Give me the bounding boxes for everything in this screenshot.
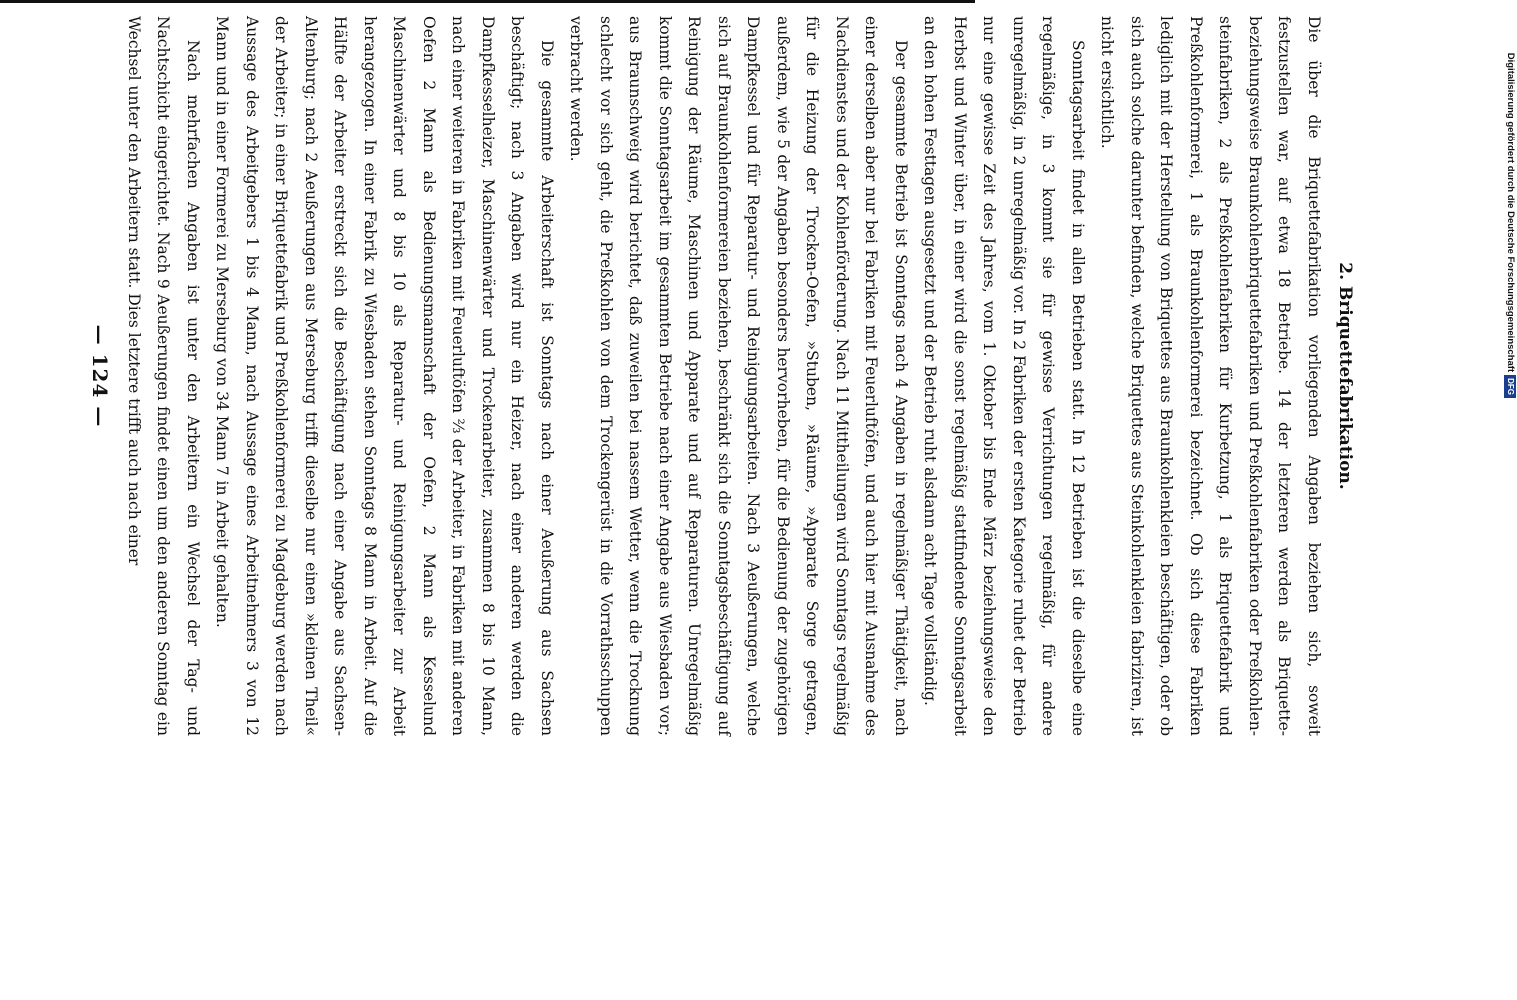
digitization-watermark [1503,8,1517,398]
page-number: — 124 — [88,324,112,428]
body-text [125,16,1360,736]
page-content [30,16,1360,736]
paragraph-4: Die gesammte Arbeiterschaft ist Sonntags nach einer Aeußerung aus Sachsen beschäftigt; nach 3 Angaben wird nur ein Heizer, nach einer anderen werden die Dampfkesselheizer, Maschinenwärter und Trockenarbeiter, zusammen 8 bis 10 Mann, nach einer weiteren in Fabriken mit Feuerluftöfen ⅔ der Arbeiter, in Fabriken mit anderen Oefen 2 Mann als Bedienungsmannschaft der Oefen, 2 Mann als Kesselund Maschinenwärter und 8 bis 10 als Reparatur- und Reinigungsarbeiter zur Arbeit herangezogen. In einer Fabrik zu Wiesbaden stehen Sonntags 8 Mann in Arbeit. Auf die Hälfte der Arbeiter erstreckt sich die Beschäftigung nach einer Angabe aus Sachsen-Altenburg; nach 2 Aeußerungen aus Merseburg trifft dieselbe nur einen »kleinen Theil« der Arbeiter; in einer Briquettefabrik und Preßkohlenformerei zu Magdeburg werden nach Aussage des Arbeitgebers 1 bis 4 Mann, nach Aussage eines Arbeitnehmers 3 von 12 Mann und in einer Formerei zu Merseburg von 34 Mann 7 in Arbeit gehalten. [213,16,556,736]
dfg-logo: DFG [1504,375,1516,398]
paragraph-1: Die über die Briquettefabrikation vorliegenden Angaben beziehen sich, soweit festzustellen war, auf etwa 18 Betriebe. 14 der letzteren werden als Briquette- beziehungsweise Braunkohlenbriquettefabriken und Preßkohlenfabriken oder Preßkohlen- steinfabriken, 2 als Preßkohlenfabriken für Kurbetzung, 1 als Briquettefabrik und Preßkohlenformerei, 1 als Braunkohlenformerei bezeichnet. Ob sich diese Fabriken lediglich mit der Herstellung von Briquettes aus Braunkohlenkleien beschäftigen, oder ob sich auch solche darunter befinden, welche Briquettes aus Steinkohlenkleien fabriziren, ist nicht ersichtlich. [1098,16,1323,736]
page-inner [30,16,1360,736]
watermark-text-row [1503,8,1517,398]
section-heading: 2. Briquettefabrikation. [1335,262,1355,490]
paragraph-5: Nach mehrfachen Angaben ist unter den Arbeitern ein Wechsel der Tag- und Nachtschicht eingerichtet. Nach 9 Aeußerungen findet einen um den anderen Sonntag ein Wechsel unter den Arbeitern statt. Dies letztere trifft auch nach einer [125,16,202,736]
paragraph-2: Sonntagsarbeit findet in allen Betrieben statt. In 12 Betrieben ist die dieselbe eine regelmäßige, in 3 kommt sie für gewisse Verrichtungen regelmäßig, für andere unregelmäßig, in 2 unregelmäßig vor. In 2 Fabriken der ersten Kategorie ruhet der Betrieb nur eine gewisse Zeit des Jahres, vom 1. Oktober bis Ende März beziehungsweise den Herbst und Winter über, in einer wird die sonst regelmäßig stattfindende Sonntagsarbeit an den hohen Festtagen ausgesetzt und der Betrieb ruht alsdann acht Tage vollständig. [921,16,1087,736]
watermark-text: Digitalisierung gefördert durch die Deutsche Forschungsgemeinschaft [1505,52,1516,373]
paragraph-3: Der gesammte Betrieb ist Sonntags nach 4 Angaben in regelmäßiger Thätigkeit, nach einer derselben aber nur bei Fabriken mit Feuerluftöfen, und auch hier mit Ausnahme des Nachdienstes und der Kohlenförderung. Nach 11 Mittheilungen wird Sonntags regelmäßig für die Heizung der Trocken-Oefen, »Stuben, »Räume, »Apparate Sorge getragen, außerdem, wie 5 der Angaben besonders hervorheben, für die Bedienung der zugehörigen Dampfkessel und für Reparatur- und Reinigungsarbeiten. Nach 3 Aeußerungen, welche sich auf Braunkohlenformereien beziehen, beschränkt sich die Sonntagsbeschäftigung auf Reinigung der Räume, Maschinen und Apparate und auf Reparaturen. Unregelmäßig kommt die Sonntagsarbeit im gesammten Betriebe nach einer Angabe aus Wiesbaden vor; aus Braunschweig wird berichtet, daß zuweilen bei nassem Wetter, wenn die Trocknung schlecht vor sich geht, die Preßkohlen von dem Trockengerüst in die Vorrathsschuppen verbracht werden. [567,16,910,736]
